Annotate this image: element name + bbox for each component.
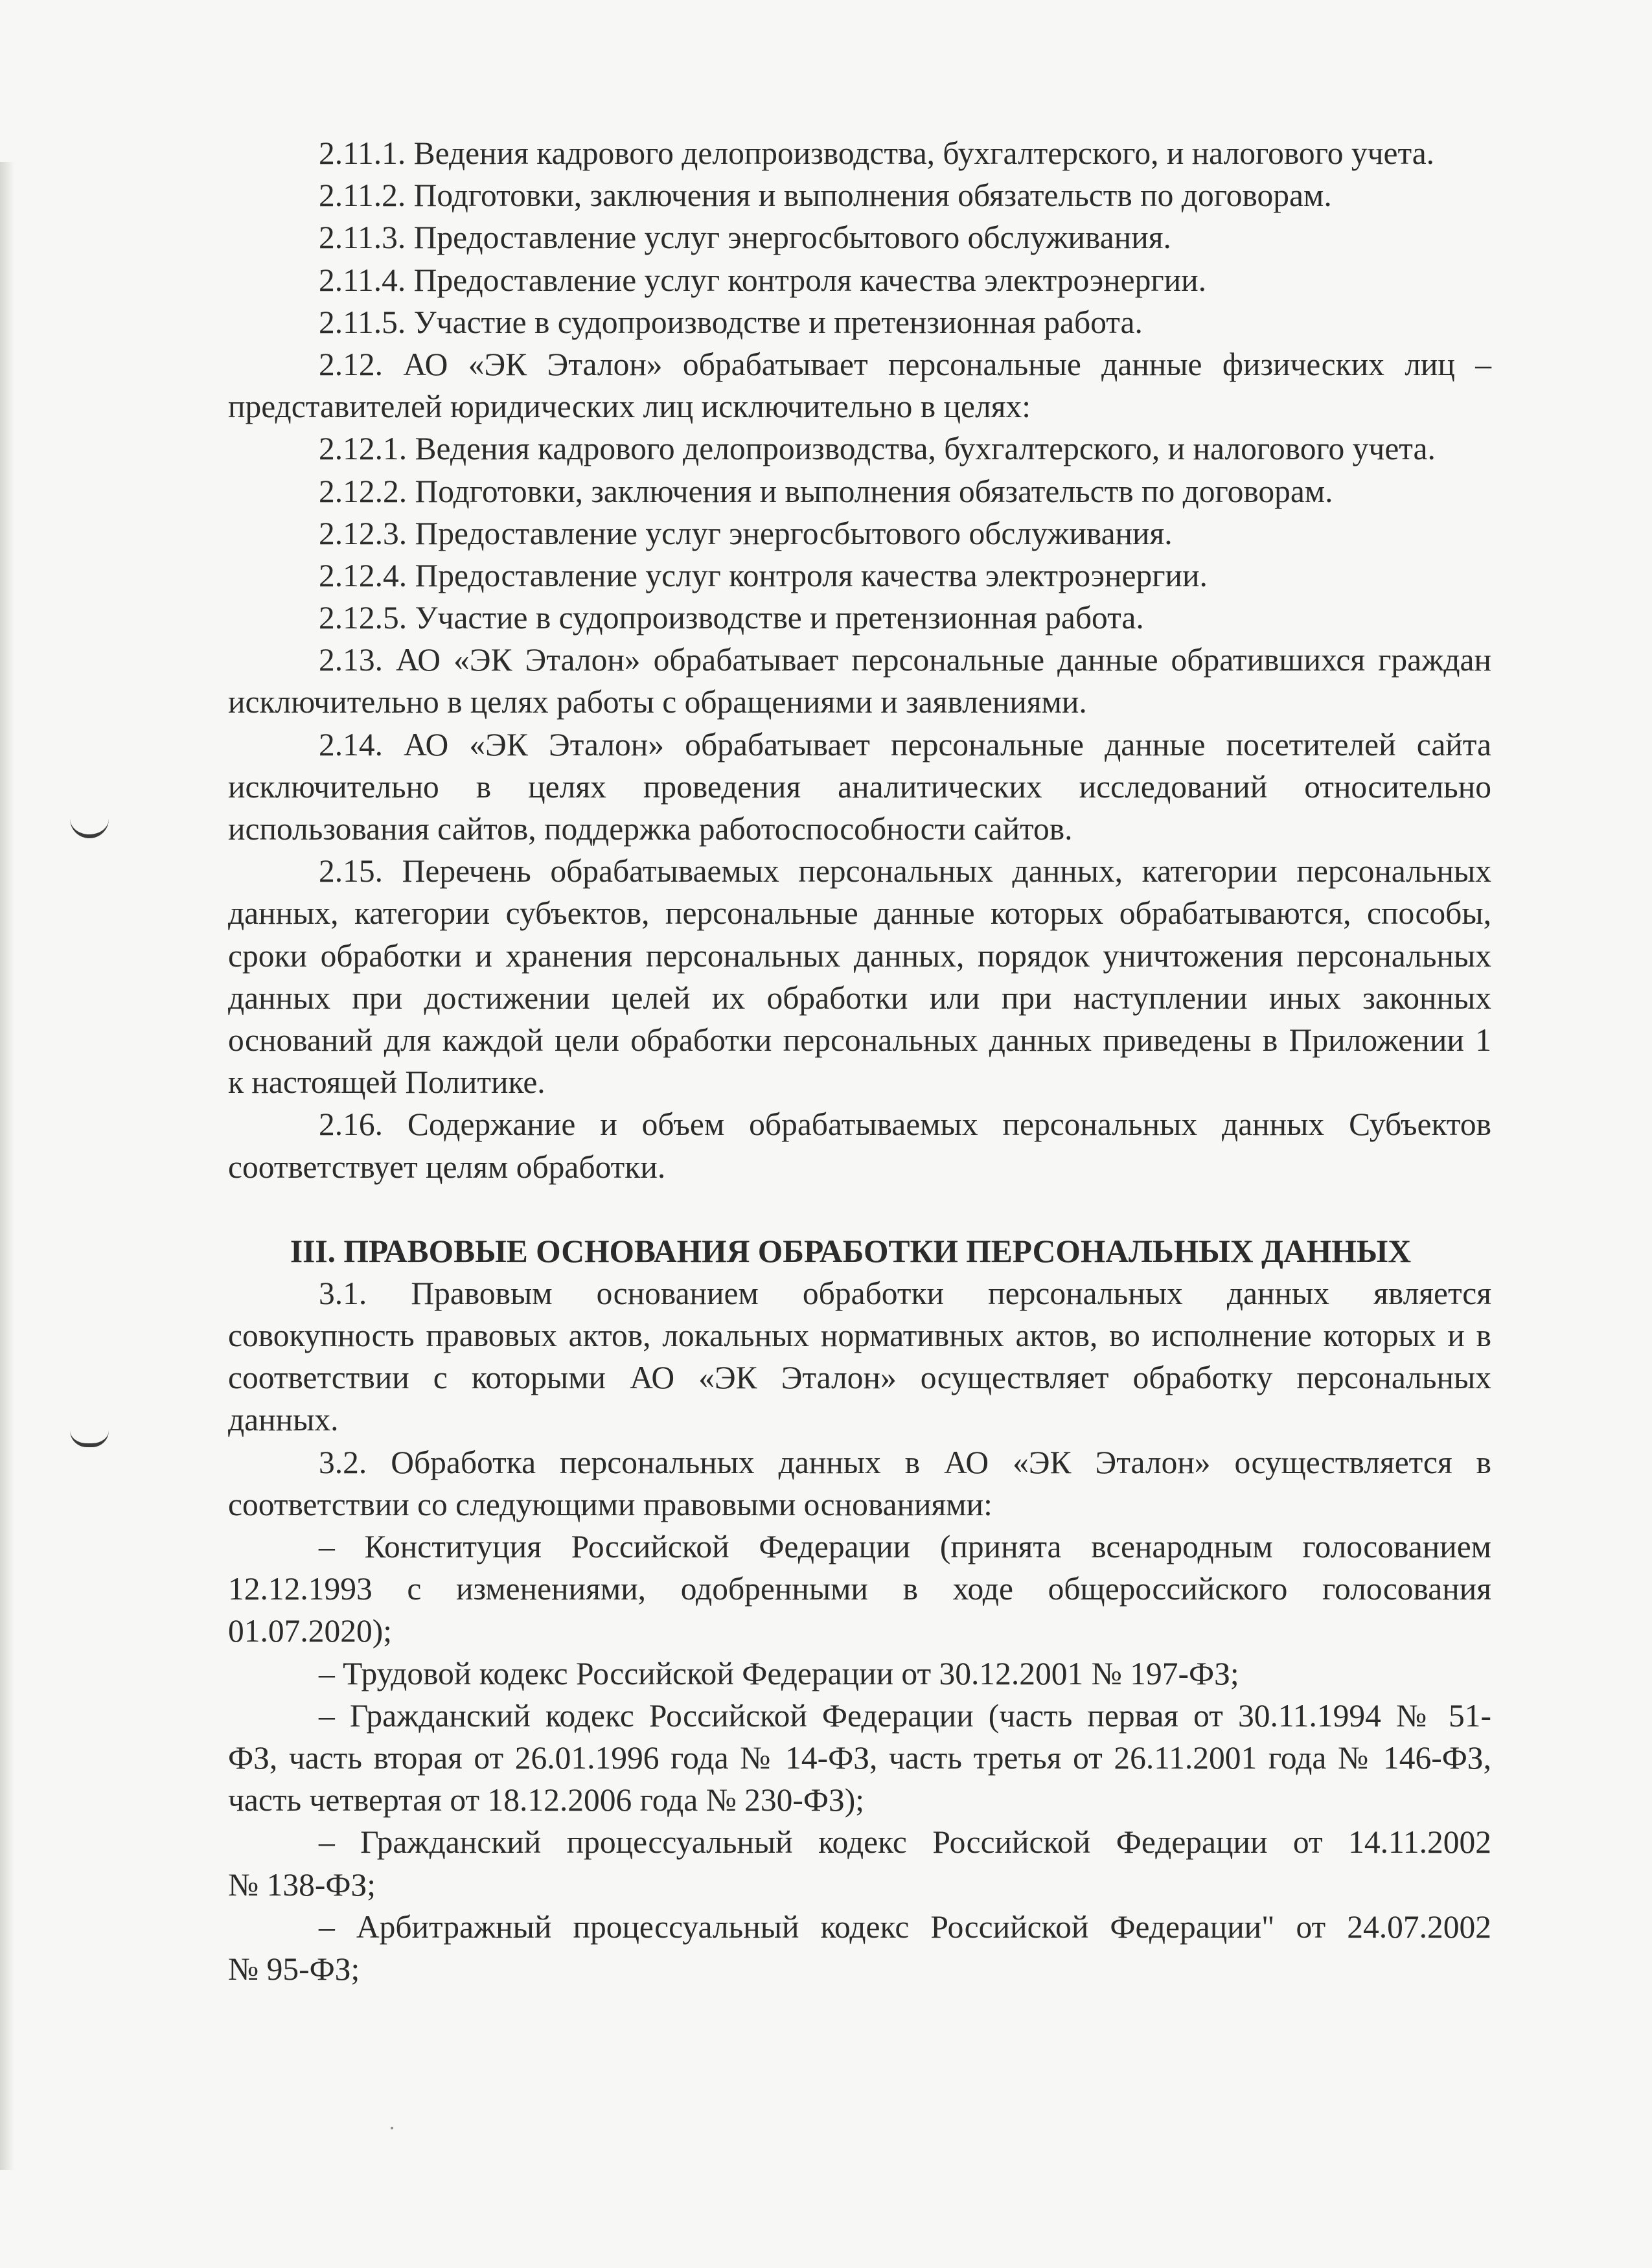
text-line: соответствии со следующими правовыми основаниями: bbox=[228, 1486, 992, 1522]
text-line: 12.12.1993 с изменениями, одобренными в ходе общероссийского голосования bbox=[228, 1571, 1491, 1607]
text-line: 3.1. Правовым основанием обработки персональных данных является bbox=[319, 1275, 1491, 1311]
text-line: – Гражданский кодекс Российской Федерации (часть первая от 30.11.1994 № 51- bbox=[319, 1697, 1491, 1734]
text-line: 3.2. Обработка персональных данных в АО «ЭК Эталон» осуществляется в bbox=[319, 1444, 1491, 1480]
paragraph-2-15 bbox=[228, 850, 1491, 1103]
list-item-constitution bbox=[228, 1526, 1491, 1653]
paragraph-2-12-5: 2.12.5. Участие в судопроизводстве и претензионная работа. bbox=[319, 600, 1144, 636]
text-line: использования сайтов, поддержка работоспособности сайтов. bbox=[228, 811, 1073, 847]
paragraph-2-12-2: 2.12.2. Подготовки, заключения и выполнения обязательств по договорам. bbox=[319, 473, 1333, 509]
list-item-civil-code bbox=[228, 1695, 1491, 1822]
text-line: оснований для каждой цели обработки персональных данных приведены в Приложении 1 bbox=[228, 1022, 1491, 1058]
scan-speck bbox=[391, 2127, 393, 2129]
text-line: 2.13. АО «ЭК Эталон» обрабатывает персональные данные обратившихся граждан bbox=[319, 642, 1491, 678]
paragraph-2-11-5: 2.11.5. Участие в судопроизводстве и претензионная работа. bbox=[319, 304, 1143, 340]
paragraph-2-12-3: 2.12.3. Предоставление услуг энергосбытового обслуживания. bbox=[319, 515, 1173, 551]
text-line: соответствии с которыми АО «ЭК Эталон» осуществляет обработку персональных bbox=[228, 1360, 1491, 1396]
text-line: 2.12. АО «ЭК Эталон» обрабатывает персональные данные физических лиц – bbox=[319, 346, 1491, 382]
paragraph-2-12 bbox=[228, 343, 1491, 428]
text-line: представителей юридических лиц исключительно в целях: bbox=[228, 389, 1031, 425]
text-line: – Конституция Российской Федерации (принята всенародным голосованием bbox=[319, 1529, 1491, 1564]
document-body bbox=[228, 132, 1491, 1990]
list-item-labor-code: – Трудовой кодекс Российской Федерации от 30.12.2001 № 197-ФЗ; bbox=[319, 1655, 1239, 1691]
paragraph-2-11-4: 2.11.4. Предоставление услуг контроля качества электроэнергии. bbox=[319, 262, 1207, 298]
text-line: исключительно в целях работы с обращениями и заявлениями. bbox=[228, 684, 1087, 720]
text-line: № 138-ФЗ; bbox=[228, 1866, 376, 1903]
paragraph-2-13 bbox=[228, 639, 1491, 723]
section-heading: III. ПРАВОВЫЕ ОСНОВАНИЯ ОБРАБОТКИ ПЕРСОНАЛЬНЫХ ДАННЫХ bbox=[290, 1233, 1412, 1269]
text-line: 2.14. АО «ЭК Эталон» обрабатывает персональные данные посетителей сайта bbox=[319, 726, 1491, 762]
text-line: данных, категории субъектов, персональные данные которых обрабатываются, способы, bbox=[228, 895, 1491, 932]
text-line: соответствует целям обработки. bbox=[228, 1149, 666, 1185]
paragraph-2-12-4: 2.12.4. Предоставление услуг контроля качества электроэнергии. bbox=[319, 557, 1208, 593]
paragraph-2-14 bbox=[228, 724, 1491, 851]
paragraph-2-11-2: 2.11.2. Подготовки, заключения и выполнения обязательств по договорам. bbox=[319, 178, 1332, 214]
list-item-civil-procedure-code bbox=[228, 1821, 1491, 1905]
text-line: сроки обработки и хранения персональных данных, порядок уничтожения персональных bbox=[228, 937, 1491, 974]
text-line: – Гражданский процессуальный кодекс Российской Федерации от 14.11.2002 bbox=[319, 1824, 1491, 1861]
text-line: 2.15. Перечень обрабатываемых персональных данных, категории персональных bbox=[319, 853, 1491, 889]
text-line: – Арбитражный процессуальный кодекс Российской Федерации" от 24.07.2002 bbox=[319, 1908, 1491, 1945]
punch-hole-mark bbox=[70, 818, 109, 838]
paragraph-3-2 bbox=[228, 1441, 1491, 1526]
text-line: совокупность правовых актов, локальных нормативных актов, во исполнение которых и в bbox=[228, 1318, 1491, 1354]
text-line: исключительно в целях проведения аналитических исследований относительно bbox=[228, 768, 1491, 805]
paragraph-2-16 bbox=[228, 1103, 1491, 1187]
text-line: к настоящей Политике. bbox=[228, 1064, 545, 1101]
text-line: 2.16. Содержание и объем обрабатываемых персональных данных Субъектов bbox=[319, 1106, 1491, 1143]
paragraph-2-11-1: 2.11.1. Ведения кадрового делопроизводства, бухгалтерского, и налогового учета. bbox=[319, 135, 1435, 171]
list-item-arbitration-procedure-code bbox=[228, 1906, 1491, 1990]
text-line: 01.07.2020); bbox=[228, 1613, 392, 1649]
paragraph-2-11-3: 2.11.3. Предоставление услуг энергосбытового обслуживания. bbox=[319, 220, 1171, 256]
scan-edge-shadow bbox=[0, 162, 14, 2170]
text-line: данных. bbox=[228, 1402, 339, 1438]
paragraph-2-12-1: 2.12.1. Ведения кадрового делопроизводства, бухгалтерского, и налогового учета. bbox=[319, 431, 1436, 467]
punch-hole-mark bbox=[70, 1430, 109, 1447]
text-line: ФЗ, часть вторая от 26.01.1996 года № 14-ФЗ, часть третья от 26.11.2001 года № 146-ФЗ, bbox=[228, 1739, 1491, 1776]
paragraph-3-1 bbox=[228, 1272, 1491, 1441]
text-line: часть четвертая от 18.12.2006 года № 230-ФЗ); bbox=[228, 1782, 865, 1818]
text-line: данных при достижении целей их обработки или при наступлении иных законных bbox=[228, 979, 1491, 1016]
text-line: № 95-ФЗ; bbox=[228, 1951, 360, 1987]
